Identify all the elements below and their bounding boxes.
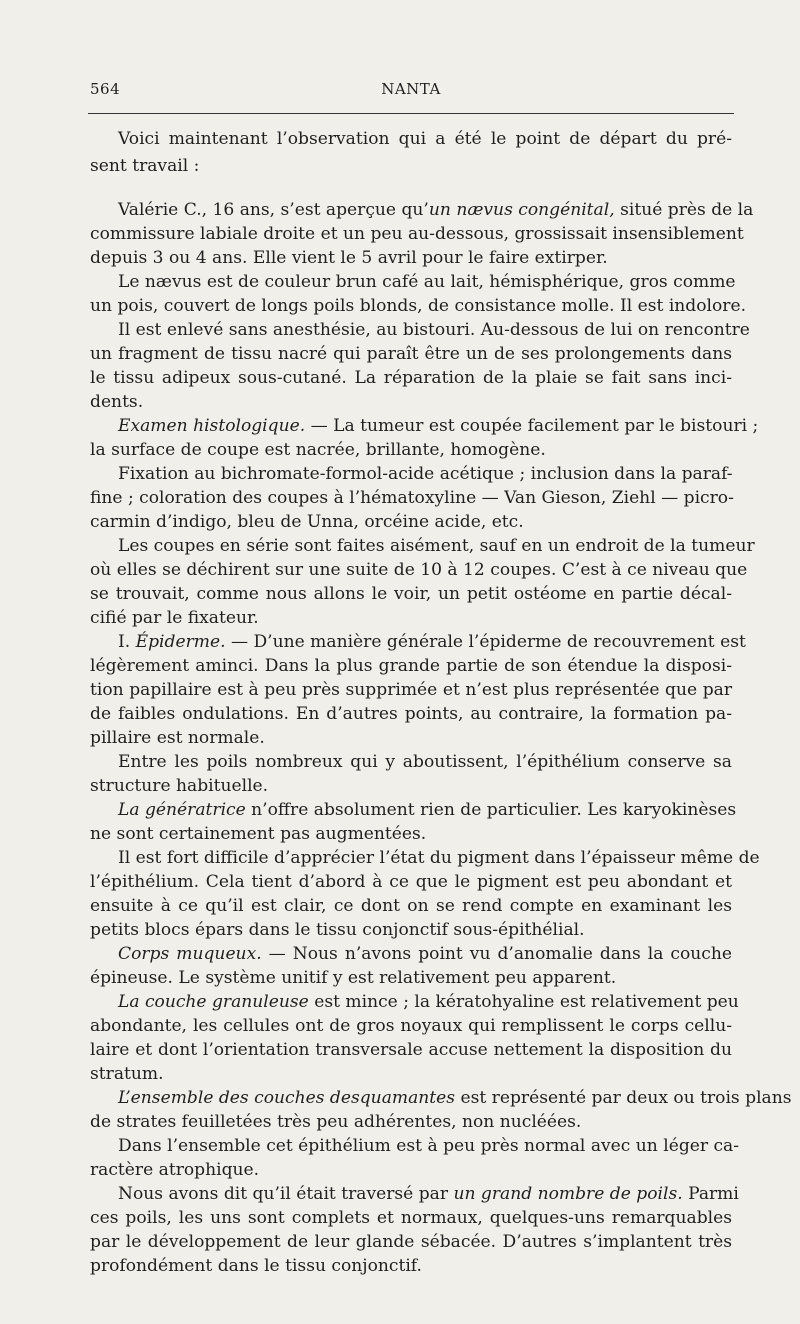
text-line xyxy=(90,127,732,152)
text-line xyxy=(90,366,732,391)
text-line xyxy=(90,342,732,367)
text-line xyxy=(90,894,732,919)
text-line xyxy=(90,1254,732,1279)
text-line xyxy=(90,966,732,991)
text-line xyxy=(90,270,736,295)
text-segment: — D’une manière générale l’épiderme de recouvrement est xyxy=(225,632,746,652)
text-segment: structure habituelle. xyxy=(90,776,269,796)
text-segment: de strates feuilletées très peu adhérentes, non nucléées. xyxy=(90,1112,582,1132)
text-segment: légèrement aminci. Dans la plus grande partie de son étendue la disposi- xyxy=(90,656,732,676)
text-line xyxy=(90,534,755,559)
text-line xyxy=(90,1110,732,1135)
text-line xyxy=(90,222,744,247)
italic-text: La génératrice xyxy=(118,800,246,820)
text-segment: stratum. xyxy=(90,1064,164,1084)
text-segment: fine ; coloration des coupes à l’hématoxyline — Van Gieson, Ziehl — picro- xyxy=(90,488,734,508)
text-segment: ractère atrophique. xyxy=(90,1160,260,1180)
text-segment: Il est enlevé sans anesthésie, au bistouri. Au-dessous de lui on rencontre xyxy=(118,320,750,340)
text-line xyxy=(90,486,732,511)
italic-text: Épiderme. xyxy=(135,632,226,652)
text-segment: le tissu adipeux sous-cutané. La réparation de la plaie se fait sans inci- xyxy=(90,368,732,388)
text-line xyxy=(90,942,732,967)
italic-text: Corps muqueux. xyxy=(118,944,262,964)
text-segment: où elles se déchirent sur une suite de 10 à 12 coupes. C’est à ce niveau que xyxy=(90,560,748,580)
italic-text: Examen histologique. xyxy=(118,416,306,436)
italic-text: L’ensemble des couches desquamantes xyxy=(118,1088,456,1108)
text-line xyxy=(90,846,760,871)
text-segment: de faibles ondulations. En d’autres points, au contraire, la formation pa- xyxy=(90,704,732,724)
text-segment: tion papillaire est à peu près supprimée et n’est plus représentée que par xyxy=(90,680,732,700)
italic-text: La couche granuleuse xyxy=(118,992,309,1012)
text-line xyxy=(90,1062,732,1087)
text-segment: ces poils, les uns sont complets et normaux, quelques-uns remarquables xyxy=(90,1208,732,1228)
text-segment: épineuse. Le système unitif y est relativement peu apparent. xyxy=(90,968,617,988)
text-segment: situé près de la xyxy=(614,200,754,220)
text-line xyxy=(90,654,732,679)
text-segment: Entre les poils nombreux qui y aboutissent, l’épithélium conserve sa xyxy=(118,752,732,772)
text-line xyxy=(90,1206,732,1231)
text-line xyxy=(90,390,732,415)
text-line xyxy=(90,678,732,703)
text-line xyxy=(90,726,732,751)
italic-text: un nævus congénital, xyxy=(428,200,615,220)
text-segment: laire et dont l’orientation transversale accuse nettement la disposition du xyxy=(90,1040,732,1060)
page-header xyxy=(90,80,732,104)
text-line xyxy=(90,702,732,727)
text-segment: est représenté par deux ou trois plans xyxy=(455,1088,792,1108)
text-segment: petits blocs épars dans le tissu conjonctif sous-épithélial. xyxy=(90,920,585,940)
text-segment: un fragment de tissu nacré qui paraît être un de ses prolongements dans xyxy=(90,344,732,364)
text-segment: Il est fort difficile d’apprécier l’état du pigment dans l’épaisseur même de xyxy=(118,848,760,868)
text-line xyxy=(90,918,732,943)
italic-text: un grand nombre de poils. xyxy=(453,1184,683,1204)
text-segment: la surface de coupe est nacrée, brillante, homogène. xyxy=(90,440,546,460)
text-segment: Fixation au bichromate-formol-acide acétique ; inclusion dans la paraf- xyxy=(118,464,733,484)
text-line xyxy=(90,990,739,1015)
text-segment: ensuite à ce qu’il est clair, ce dont on se rend compte en examinant les xyxy=(90,896,732,916)
text-segment: — La tumeur est coupée facilement par le bistouri ; xyxy=(305,416,759,436)
text-line xyxy=(90,798,737,823)
text-segment: commissure labiale droite et un peu au-dessous, grossissait insensiblement xyxy=(90,224,744,244)
text-line xyxy=(90,1014,732,1039)
text-segment: se trouvait, comme nous allons le voir, un petit ostéome en partie décal- xyxy=(90,584,732,604)
text-segment: ne sont certainement pas augmentées. xyxy=(90,824,427,844)
text-segment: — Nous n’avons point vu d’anomalie dans la couche xyxy=(261,944,732,964)
text-line xyxy=(90,582,732,607)
text-segment: Parmi xyxy=(682,1184,739,1204)
text-segment: l’épithélium. Cela tient d’abord à ce que le pigment est peu abondant et xyxy=(90,872,732,892)
text-segment: pillaire est normale. xyxy=(90,728,265,748)
text-line xyxy=(90,1038,732,1063)
text-segment: carmin d’indigo, bleu de Unna, orcéine acide, etc. xyxy=(90,512,524,532)
text-line xyxy=(90,294,747,319)
header-rule xyxy=(88,113,734,114)
text-segment: est mince ; la kératohyaline est relativement peu xyxy=(308,992,739,1012)
text-line xyxy=(90,246,732,271)
text-line xyxy=(90,774,732,799)
text-line xyxy=(90,154,732,179)
text-line xyxy=(90,1182,739,1207)
text-segment: n’offre absolument rien de particulier. Les karyokinèses xyxy=(245,800,737,820)
page-number: 564 xyxy=(90,80,121,98)
text-line xyxy=(90,1086,792,1111)
text-segment: profondément dans le tissu conjonctif. xyxy=(90,1256,422,1276)
text-segment: Le nævus est de couleur brun café au lait, hémisphérique, gros comme xyxy=(118,272,736,292)
text-segment: Voici maintenant l’observation qui a été le point de départ du pré- xyxy=(118,129,732,149)
running-head: NANTA xyxy=(381,80,441,98)
text-segment: abondante, les cellules ont de gros noyaux qui remplissent le corps cellu- xyxy=(90,1016,732,1036)
text-line xyxy=(90,558,748,583)
text-segment: sent travail : xyxy=(90,156,200,176)
text-segment: Valérie C., 16 ans, s’est aperçue qu’ xyxy=(118,200,429,220)
text-line xyxy=(90,462,732,487)
text-segment: un pois, couvert de longs poils blonds, de consistance molle. Il est indolore. xyxy=(90,296,747,316)
text-line xyxy=(90,822,732,847)
text-line xyxy=(90,606,732,631)
text-line xyxy=(90,414,759,439)
text-segment: par le développement de leur glande sébacée. D’autres s’implantent très xyxy=(90,1232,732,1252)
text-line xyxy=(90,1134,740,1159)
text-line xyxy=(90,870,732,895)
text-segment: Dans l’ensemble cet épithélium est à peu près normal avec un léger ca- xyxy=(118,1136,740,1156)
text-segment: depuis 3 ou 4 ans. Elle vient le 5 avril pour le faire extirper. xyxy=(90,248,608,268)
text-segment: cifié par le fixateur. xyxy=(90,608,259,628)
text-line xyxy=(90,1158,732,1183)
text-segment: I. xyxy=(118,632,136,652)
text-line xyxy=(90,198,754,223)
text-segment: Les coupes en série sont faites aisément, sauf en un endroit de la tumeur xyxy=(118,536,755,556)
text-segment: Nous avons dit qu’il était traversé par xyxy=(118,1184,454,1204)
text-line xyxy=(90,630,746,655)
text-line xyxy=(90,438,732,463)
text-segment: dents. xyxy=(90,392,144,412)
text-line xyxy=(90,318,750,343)
text-line xyxy=(90,1230,732,1255)
text-line xyxy=(90,750,732,775)
text-line xyxy=(90,510,732,535)
